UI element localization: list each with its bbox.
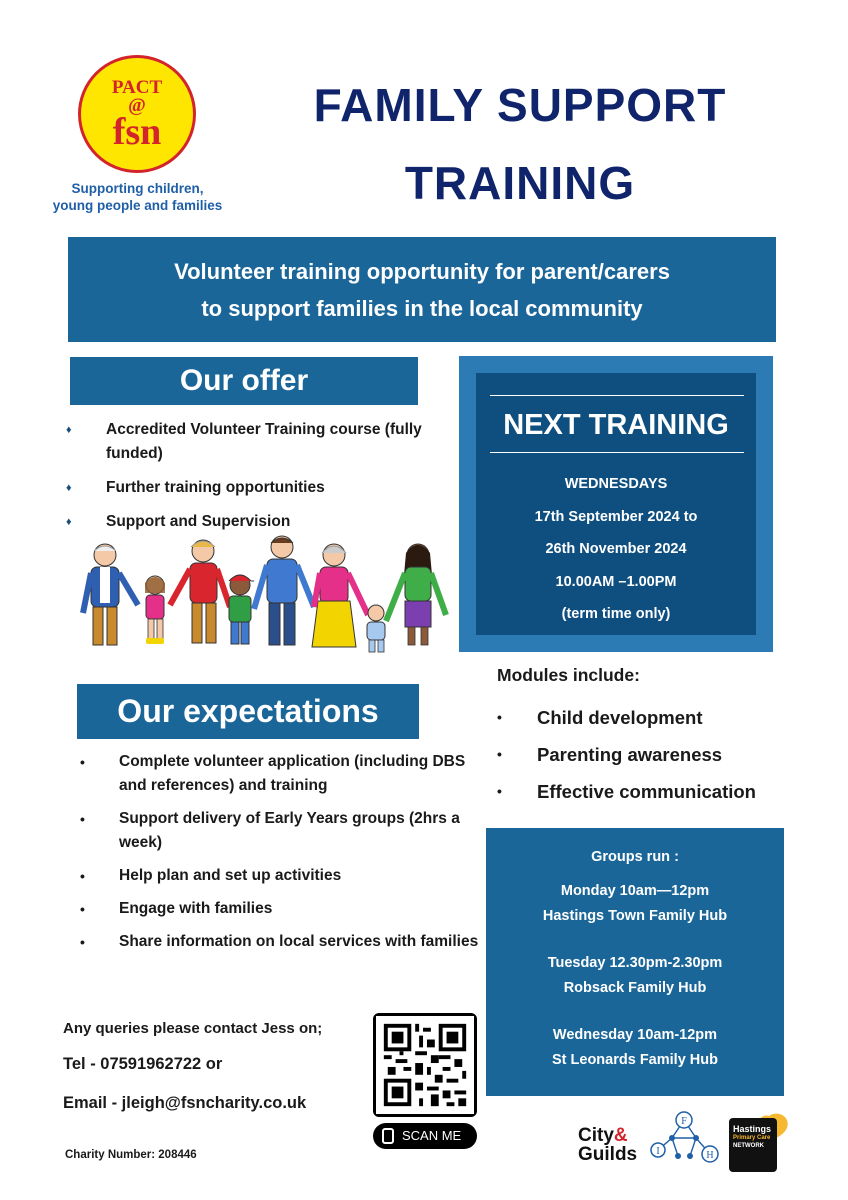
dot-bullet-icon: • [497, 709, 502, 725]
dot-bullet-icon: • [80, 811, 85, 827]
training-day: WEDNESDAYS [564, 476, 668, 492]
expectations-list [80, 750, 480, 963]
training-end-date: 26th November 2024 [545, 541, 687, 557]
next-training-details [476, 468, 756, 631]
list-item-text: Support delivery of Early Years groups (2hrs a week) [119, 810, 460, 851]
group-session [486, 951, 784, 1001]
qr-code[interactable] [373, 1013, 477, 1117]
cg-text: Guilds [578, 1144, 638, 1165]
hastings-line: Primary Care [733, 1135, 771, 1141]
charity-number: Charity Number: 208446 [65, 1149, 197, 1161]
divider [490, 452, 744, 453]
logo-at-text: @ [128, 95, 146, 116]
list-item [80, 807, 480, 855]
banner-line: to support families in the local community [201, 295, 643, 321]
dot-bullet-icon: • [80, 868, 85, 884]
diamond-bullet-icon: ♦ [66, 424, 72, 436]
hastings-line: Hastings [733, 1124, 772, 1134]
groups-heading: Groups run : [591, 849, 679, 865]
tagline-line: young people and families [52, 198, 223, 213]
list-item-text: Accredited Volunteer Training course (fully funded) [106, 421, 422, 462]
session-time: Monday 10am—12pm [560, 883, 710, 899]
dot-bullet-icon: • [80, 754, 85, 770]
groups-panel [486, 828, 784, 1096]
list-item-text: Child development [537, 707, 703, 728]
list-item-text: Engage with families [119, 900, 273, 917]
scan-me-label [373, 1123, 477, 1149]
offer-heading: Our offer [70, 357, 418, 405]
cg-amp: & [613, 1125, 628, 1146]
list-item-text: Support and Supervision [106, 513, 291, 530]
list-item [80, 930, 480, 954]
dot-bullet-icon: • [497, 783, 502, 799]
contact-prompt: Any queries please contact Jess on; [63, 1020, 323, 1037]
next-training-heading: NEXT TRAINING [503, 409, 729, 441]
list-item [80, 864, 480, 888]
session-time: Tuesday 12.30pm-2.30pm [547, 955, 723, 971]
svg-text:F: F [681, 1116, 687, 1127]
logo-fsn-text: fsn [112, 111, 162, 153]
scan-me-text: SCAN ME [402, 1128, 462, 1143]
group-session [486, 1023, 784, 1073]
logo-tagline [50, 180, 225, 214]
dot-bullet-icon: • [497, 746, 502, 762]
qr-code-icon [376, 1016, 474, 1114]
svg-text:I: I [656, 1146, 660, 1157]
network-logo-icon [648, 1108, 720, 1168]
city-guilds-logo [578, 1126, 637, 1164]
title-line: TRAINING [404, 157, 636, 209]
title-line: FAMILY SUPPORT [313, 79, 727, 131]
list-item [66, 510, 446, 534]
page-title [290, 66, 750, 222]
offer-list [66, 418, 446, 544]
modules-heading: Modules include: [497, 665, 640, 685]
training-time: 10.00AM –1.00PM [555, 573, 677, 590]
svg-text:H: H [706, 1150, 714, 1161]
diamond-bullet-icon: ♦ [66, 516, 72, 528]
cg-text: City [578, 1125, 614, 1146]
list-item-text: Further training opportunities [106, 479, 325, 496]
hastings-text [733, 1124, 775, 1150]
list-item [497, 773, 817, 810]
logo-pact-text: PACT [111, 77, 163, 98]
group-session [486, 879, 784, 929]
session-time: Wednesday 10am-12pm [552, 1027, 718, 1043]
dot-bullet-icon: • [80, 934, 85, 950]
modules-list [497, 699, 817, 810]
list-item [497, 699, 817, 736]
phone-icon [382, 1128, 394, 1144]
list-item [66, 476, 446, 500]
list-item [80, 750, 480, 798]
training-note: (term time only) [561, 606, 671, 622]
hastings-line: NETWORK [733, 1143, 764, 1149]
contact-phone[interactable]: Tel - 07591962722 or [63, 1055, 223, 1073]
intro-banner [68, 237, 776, 342]
banner-line: Volunteer training opportunity for parent/carers [174, 258, 670, 284]
session-place: Hastings Town Family Hub [542, 908, 728, 924]
list-item [80, 897, 480, 921]
session-place: Robsack Family Hub [563, 980, 707, 996]
divider [490, 395, 744, 396]
list-item-text: Share information on local services with families [119, 933, 479, 950]
list-item [66, 418, 446, 466]
pact-fsn-logo [78, 55, 196, 173]
expectations-heading: Our expectations [77, 684, 419, 739]
diamond-bullet-icon: ♦ [66, 482, 72, 494]
list-item-text: Complete volunteer application (including DBS and references) and training [119, 753, 466, 794]
training-start-date: 17th September 2024 to [534, 508, 698, 525]
list-item-text: Help plan and set up activities [119, 867, 342, 884]
hastings-pcn-logo [729, 1112, 795, 1174]
session-place: St Leonards Family Hub [552, 1052, 718, 1068]
list-item-text: Effective communication [537, 781, 756, 802]
list-item-text: Parenting awareness [537, 744, 723, 765]
dot-bullet-icon: • [80, 901, 85, 917]
family-illustration [78, 535, 450, 660]
list-item [497, 736, 817, 773]
contact-email[interactable]: Email - jleigh@fsncharity.co.uk [63, 1094, 307, 1112]
tagline-line: Supporting children, [71, 181, 204, 196]
